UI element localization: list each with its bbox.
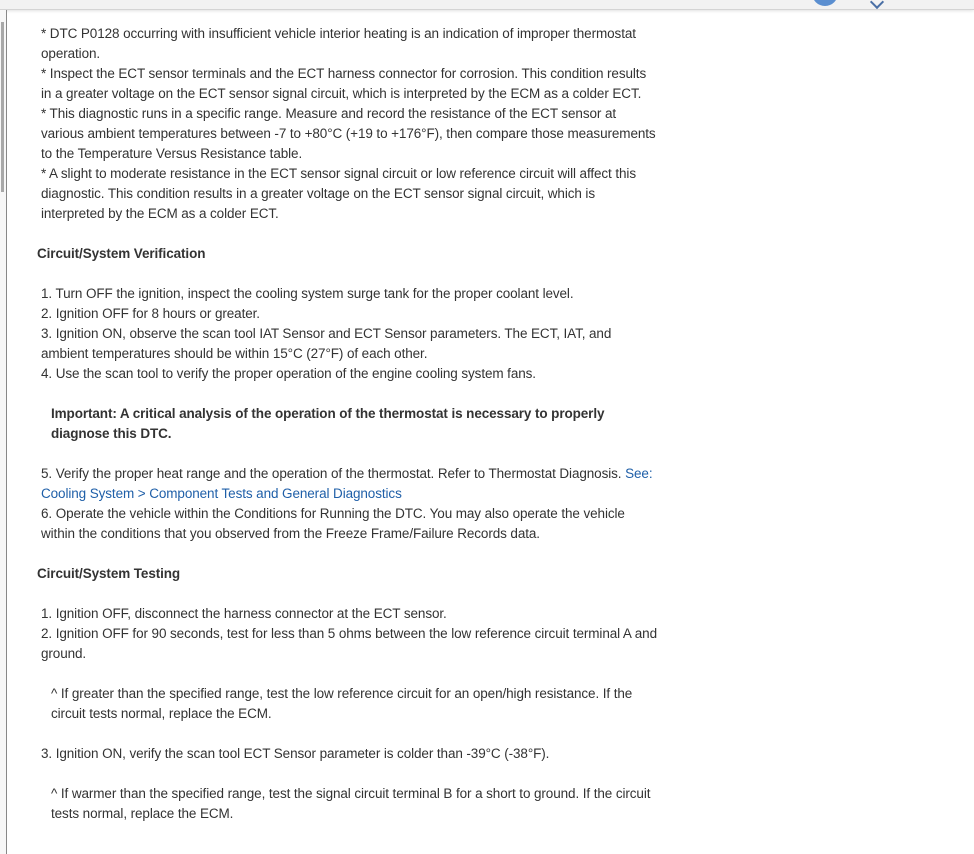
chevron-down-icon[interactable]	[870, 0, 884, 9]
section-heading-verification: Circuit/System Verification	[37, 246, 206, 261]
verification-step-6: 6. Operate the vehicle within the Conditions for Running the DTC. You may also operate the vehicle within the conditions that you observed from the Freeze Frame/Failure Records data.	[41, 506, 625, 541]
diagnostic-aid-3: * This diagnostic runs in a specific range. Measure and record the resistance of the ECT sensor at various ambient temperatures between -7 to +80°C (+19 to +176°F), then compare those measurements to the Temperature Versus Resistance table.	[41, 106, 656, 161]
scrollbar-thumb[interactable]	[1, 22, 4, 192]
testing-step-2: 2. Ignition OFF for 90 seconds, test for less than 5 ohms between the low reference circuit terminal A and ground.	[41, 626, 657, 661]
testing-step-1: 1. Ignition OFF, disconnect the harness connector at the ECT sensor.	[41, 606, 447, 621]
testing-step-2-result: ^ If greater than the specified range, test the low reference circuit for an open/high resistance. If the circuit tests normal, replace the ECM.	[51, 686, 633, 721]
diagnostic-aid-2: * Inspect the ECT sensor terminals and the ECT harness connector for corrosion. This condition results in a greater voltage on the ECT sensor signal circuit, which is interpreted by the ECM as a colder ECT.	[41, 66, 647, 101]
section-heading-testing: Circuit/System Testing	[37, 566, 181, 581]
user-avatar-icon[interactable]	[812, 0, 838, 6]
diagnostic-aid-4: * A slight to moderate resistance in the ECT sensor signal circuit or low reference circuit will affect this diagnostic. This condition results in a greater voltage on the ECT sensor signal circuit, which is interpreted by the ECM as a colder ECT.	[41, 166, 636, 221]
verification-step-1: 1. Turn OFF the ignition, inspect the cooling system surge tank for the proper coolant level.	[41, 286, 574, 301]
verification-step-2: 2. Ignition OFF for 8 hours or greater.	[41, 306, 260, 321]
verification-step-5-text: 5. Verify the proper heat range and the operation of the thermostat. Refer to Thermostat Diagnosis.	[41, 466, 622, 481]
cooling-system-link[interactable]: See: Cooling System > Component Tests and General Diagnostics	[41, 466, 653, 501]
testing-step-3-result: ^ If warmer than the specified range, test the signal circuit terminal B for a short to ground. If the circuit tests normal, replace the ECM.	[51, 786, 651, 821]
diagnostic-aid-1: * DTC P0128 occurring with insufficient vehicle interior heating is an indication of improper thermostat operation.	[41, 26, 636, 61]
document-content	[37, 24, 659, 824]
verification-step-4: 4. Use the scan tool to verify the proper operation of the engine cooling system fans.	[41, 366, 536, 381]
testing-step-3: 3. Ignition ON, verify the scan tool ECT Sensor parameter is colder than -39°C (-38°F).	[41, 746, 550, 761]
verification-step-3: 3. Ignition ON, observe the scan tool IAT Sensor and ECT Sensor parameters. The ECT, IAT, and ambient temperatures should be within 15°C (27°F) of each other.	[41, 326, 612, 361]
top-toolbar	[0, 0, 974, 10]
left-pane-edge	[0, 10, 7, 854]
important-note: Important: A critical analysis of the operation of the thermostat is necessary to properly diagnose this DTC.	[51, 406, 605, 441]
verification-step-5	[37, 464, 659, 504]
